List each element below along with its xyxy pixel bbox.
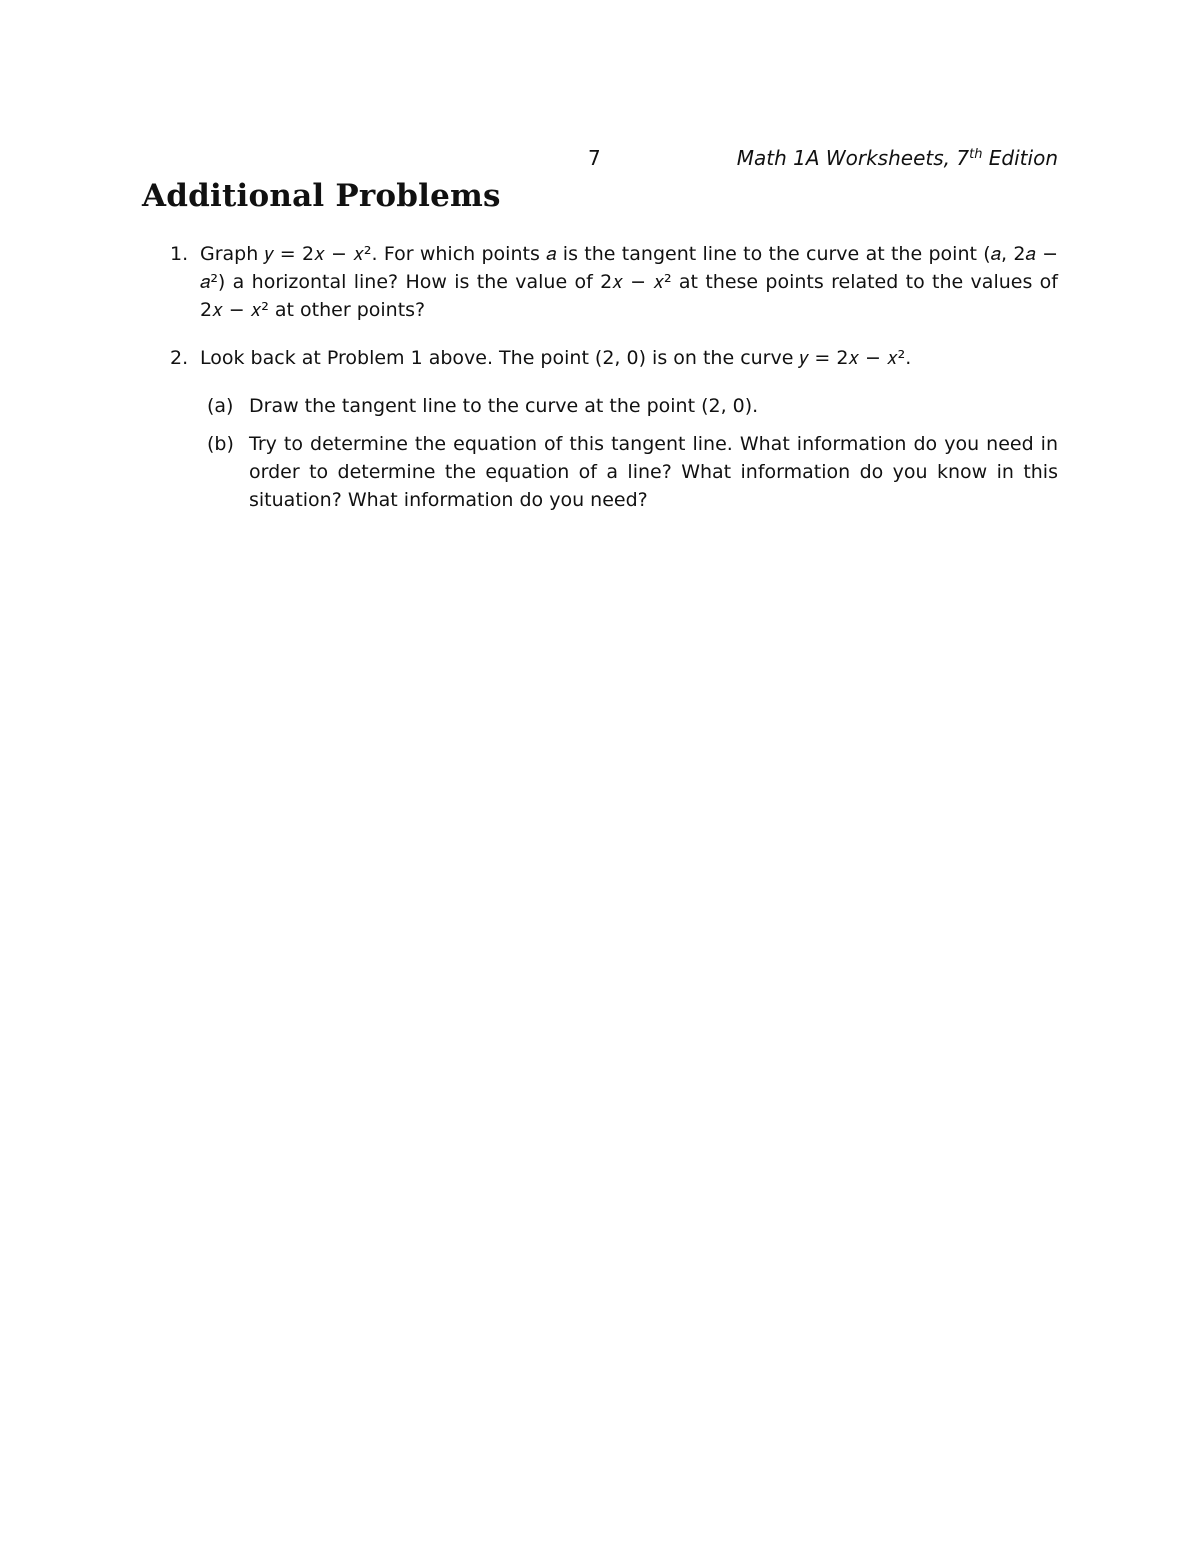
running-header-title: Math 1A Worksheets, 7 <box>736 146 970 170</box>
subproblem-text: Draw the tangent line to the curve at the point (2, 0). <box>249 395 759 417</box>
problem-item <box>142 240 1058 324</box>
subproblem-item <box>200 430 1058 514</box>
subproblem-list <box>200 392 1058 514</box>
running-header <box>737 146 1058 170</box>
running-header-superscript: th <box>969 147 983 162</box>
problem-item <box>142 344 1058 514</box>
page-number: 7 <box>588 146 601 170</box>
subproblem-label: (b) <box>207 433 234 455</box>
problem-number: 1. <box>170 243 189 265</box>
problem-number: 2. <box>170 347 189 369</box>
problem-text: Look back at Problem 1 above. The point (2, 0) is on the curve 𝑦 = 2𝑥 − 𝑥². <box>200 347 912 369</box>
section-title: Additional Problems <box>142 178 501 214</box>
running-header-suffix: Edition <box>982 146 1058 170</box>
problem-list <box>142 240 1058 514</box>
subproblem-item <box>200 392 1058 420</box>
problem-text: Graph 𝑦 = 2𝑥 − 𝑥². For which points 𝑎 is the tangent line to the curve at the point (𝑎, 2𝑎 − 𝑎²) a horizontal line? How is the value of 2𝑥 − 𝑥² at these points related to the values of 2𝑥 − 𝑥² at other points? <box>200 243 1058 321</box>
subproblem-label: (a) <box>207 395 234 417</box>
subproblem-text: Try to determine the equation of this tangent line. What information do you need in order to determine the equation of a line? What information do you know in this situation? What information do you need? <box>249 433 1058 511</box>
